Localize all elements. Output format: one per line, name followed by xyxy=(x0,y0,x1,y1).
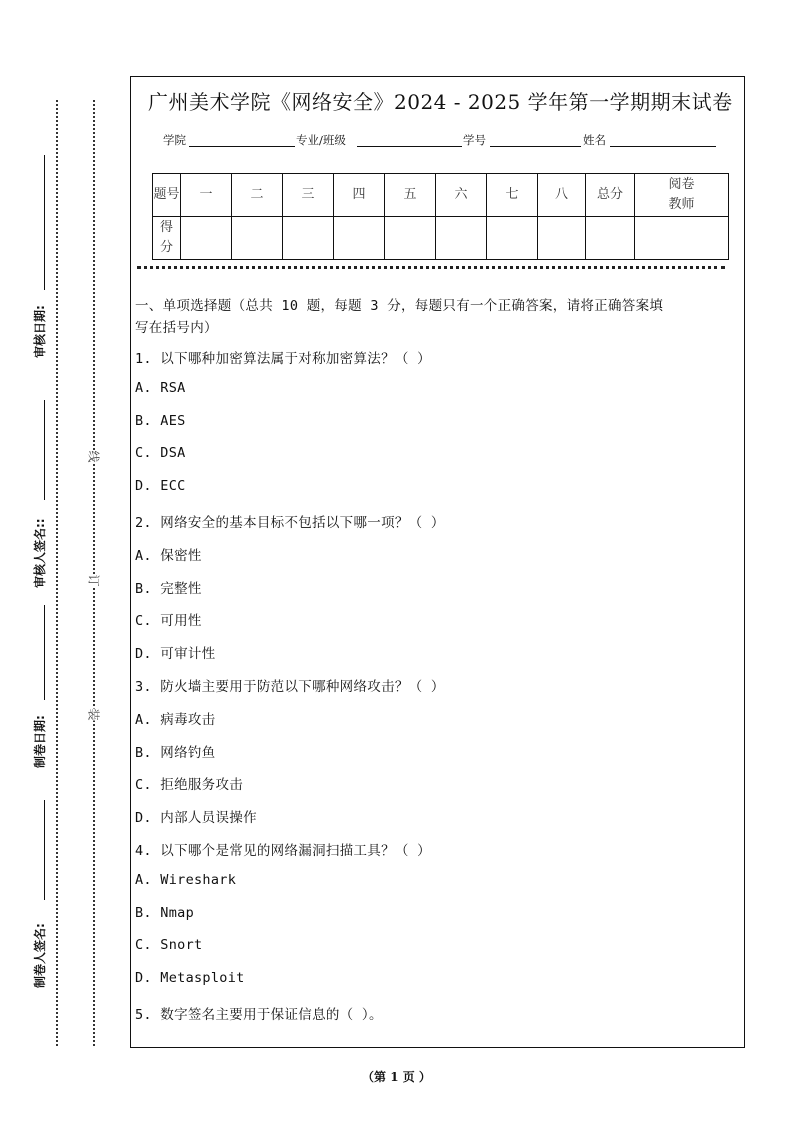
binding-dotted-line-inner xyxy=(93,100,95,1046)
question-2-option-c: C. 可用性 xyxy=(135,613,202,630)
score-cell[interactable] xyxy=(538,217,586,260)
paper-maker-signature-label: 制卷人签名: xyxy=(33,923,47,988)
score-table-score-row xyxy=(153,217,729,260)
col-2: 二 xyxy=(232,174,283,217)
score-cell[interactable] xyxy=(436,217,487,260)
question-2-option-d: D. 可审计性 xyxy=(135,646,216,663)
question-3-option-c: C. 拒绝服务攻击 xyxy=(135,777,244,794)
binding-mark-line: 线 xyxy=(86,450,101,463)
paper-maker-signature-line xyxy=(44,800,45,900)
score-cell[interactable] xyxy=(283,217,334,260)
header-separator xyxy=(137,266,725,269)
col-total: 总分 xyxy=(586,174,635,217)
score-table xyxy=(152,173,729,260)
col-5: 五 xyxy=(385,174,436,217)
paper-date-label: 制卷日期: xyxy=(33,715,47,768)
col-4: 四 xyxy=(334,174,385,217)
col-8: 八 xyxy=(538,174,586,217)
question-2-text: 2. 网络安全的基本目标不包括以下哪一项？（ ） xyxy=(135,515,445,531)
field-label-major-class: 专业/班级 xyxy=(296,133,346,147)
binding-mark-bind: 订 xyxy=(86,574,101,587)
question-4-option-c: C. Snort xyxy=(135,937,203,954)
field-line-name[interactable] xyxy=(610,146,716,147)
score-cell[interactable] xyxy=(635,217,729,260)
col-1: 一 xyxy=(181,174,232,217)
question-4-option-b: B. Nmap xyxy=(135,904,194,921)
field-line-major-class[interactable] xyxy=(357,146,462,147)
question-1-option-b: B. AES xyxy=(135,412,186,429)
score-cell[interactable] xyxy=(487,217,538,260)
question-3-option-d: D. 内部人员误操作 xyxy=(135,810,257,827)
field-line-college[interactable] xyxy=(189,146,295,147)
question-4-option-d: D. Metasploit xyxy=(135,970,245,987)
binding-mark-seal: 装 xyxy=(86,708,101,721)
col-7: 七 xyxy=(487,174,538,217)
field-label-name: 姓名 xyxy=(583,133,606,147)
score-cell[interactable] xyxy=(385,217,436,260)
row-label-question-number: 题号 xyxy=(153,174,181,217)
col-grader: 阅卷教师 xyxy=(635,174,729,217)
question-1-text: 1. 以下哪种加密算法属于对称加密算法？（ ） xyxy=(135,351,431,367)
section-heading-line1: 一、单项选择题（总共 10 题，每题 3 分，每题只有一个正确答案，请将正确答案填 xyxy=(135,298,664,314)
review-date-line xyxy=(44,155,45,290)
col-3: 三 xyxy=(283,174,334,217)
question-3-option-a: A. 病毒攻击 xyxy=(135,711,216,728)
score-cell[interactable] xyxy=(181,217,232,260)
question-2-option-b: B. 完整性 xyxy=(135,580,202,597)
review-date-label: 审核日期: xyxy=(33,305,47,358)
col-6: 六 xyxy=(436,174,487,217)
field-line-student-id[interactable] xyxy=(490,146,581,147)
row-label-score: 得分 xyxy=(153,217,181,260)
question-4-text: 4. 以下哪个是常见的网络漏洞扫描工具？（ ） xyxy=(135,843,431,859)
question-5-text: 5. 数字签名主要用于保证信息的（ ）。 xyxy=(135,1007,383,1023)
score-cell[interactable] xyxy=(334,217,385,260)
score-table-header-row xyxy=(153,174,729,217)
question-1-option-d: D. ECC xyxy=(135,478,186,495)
field-label-student-id: 学号 xyxy=(463,133,486,147)
question-2-option-a: A. 保密性 xyxy=(135,547,202,564)
score-cell[interactable] xyxy=(586,217,635,260)
page-number: （第 1 页 ） xyxy=(362,1070,431,1084)
question-1-option-c: C. DSA xyxy=(135,445,186,462)
paper-date-line xyxy=(44,605,45,700)
question-4-option-a: A. Wireshark xyxy=(135,871,237,888)
section-heading-line2: 写在括号内） xyxy=(135,320,218,336)
field-label-college: 学院 xyxy=(163,133,186,147)
binding-dotted-line-outer xyxy=(56,100,58,1046)
question-3-option-b: B. 网络钓鱼 xyxy=(135,744,216,761)
reviewer-signature-line xyxy=(44,400,45,500)
question-1-option-a: A. RSA xyxy=(135,379,186,396)
reviewer-signature-label: 审核人签名:: xyxy=(33,518,47,588)
question-3-text: 3. 防火墙主要用于防范以下哪种网络攻击？（ ） xyxy=(135,679,445,695)
exam-title: 广州美术学院《网络安全》2024 - 2025 学年第一学期期末试卷 xyxy=(148,90,733,114)
score-cell[interactable] xyxy=(232,217,283,260)
